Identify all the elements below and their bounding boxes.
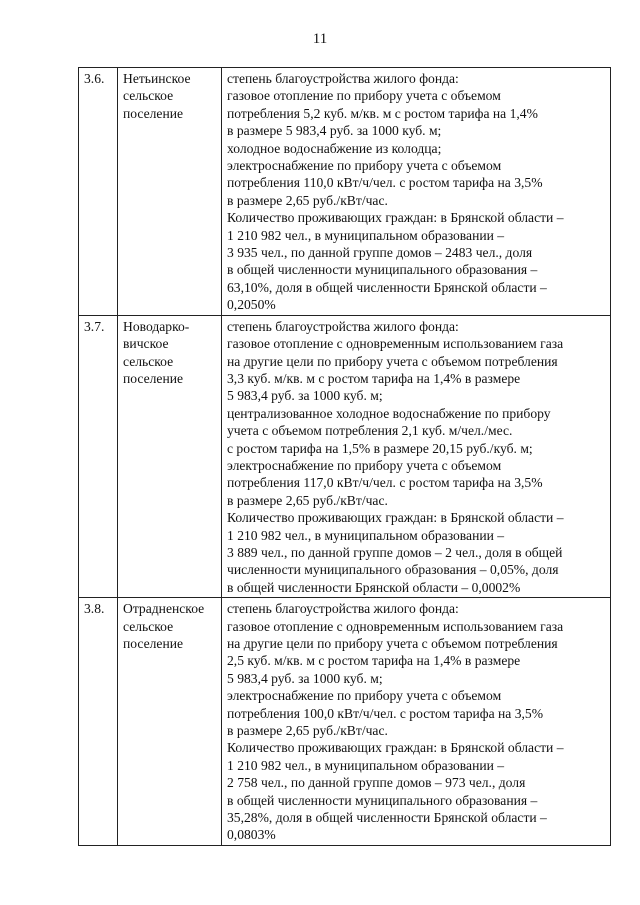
description-line: на другие цели по прибору учета с объемом потребления [227, 636, 558, 651]
description-line: централизованное холодное водоснабжение по прибору [227, 405, 551, 421]
description-line: 1 210 982 чел., в муниципальном образовании – [227, 227, 505, 243]
settlement-name-line: Отрадненское [123, 601, 205, 617]
settlement-description [222, 315, 611, 598]
description-line: в общей численности муниципального образования – [227, 262, 538, 278]
description-line: на другие цели по прибору учета с объемом потребления [227, 353, 558, 369]
description-line: 0,2050% [227, 297, 276, 313]
settlement-name [118, 598, 222, 846]
settlement-name-line: Нетьинское [123, 71, 191, 86]
description-line: в общей численности муниципального образования – [227, 792, 538, 808]
settlement-name-line: поселение [123, 370, 184, 386]
settlement-description [222, 68, 611, 316]
settlement-name-line: сельское [123, 88, 174, 104]
description-line: 35,28%, доля в общей численности Брянской области – [227, 810, 547, 826]
description-line: электроснабжение по прибору учета с объемом [227, 688, 502, 704]
description-line: 2,5 куб. м/кв. м с ростом тарифа на 1,4% в размере [227, 653, 521, 669]
description-line: электроснабжение по прибору учета с объемом [227, 158, 502, 174]
description-line: в общей численности Брянской области – 0,0002% [227, 579, 521, 595]
description-line: электроснабжение по прибору учета с объемом [227, 457, 502, 473]
description-line: 5 983,4 руб. за 1000 куб. м; [227, 388, 383, 404]
description-line: с ростом тарифа на 1,5% в размере 20,15 руб./куб. м; [227, 440, 533, 456]
description-line: учета с объемом потребления 2,1 куб. м/чел./мес. [227, 423, 513, 439]
description-line: 2 758 чел., по данной группе домов – 973 чел., доля [227, 775, 526, 791]
description-line: в размере 2,65 руб./кВт/час. [227, 723, 388, 739]
description-line: потребления 100,0 кВт/ч/чел. с ростом тарифа на 3,5% [227, 705, 544, 721]
row-number: 3.7. [79, 315, 118, 598]
description-line: холодное водоснабжение из колодца; [227, 140, 442, 156]
table-row [79, 598, 611, 846]
description-line: потребления 110,0 кВт/ч/чел. с ростом тарифа на 3,5% [227, 175, 543, 191]
settlement-name-line: Новодарко- [123, 318, 190, 334]
description-line: 3 935 чел., по данной группе домов – 2483 чел., доля [227, 245, 533, 261]
description-line: 63,10%, доля в общей численности Брянской области – [227, 279, 547, 295]
tariff-table [78, 67, 611, 846]
settlement-name-line: вичское [123, 336, 169, 352]
description-line: 0,0803% [227, 827, 276, 843]
description-line: Количество проживающих граждан: в Брянской области – [227, 510, 564, 526]
row-number: 3.8. [79, 598, 118, 846]
settlement-name-line: поселение [123, 636, 184, 651]
description-line: степень благоустройства жилого фонда: [227, 318, 459, 334]
description-line: 5 983,4 руб. за 1000 куб. м; [227, 670, 383, 686]
row-number: 3.6. [79, 68, 118, 316]
description-line: 3 889 чел., по данной группе домов – 2 чел., доля в общей [227, 544, 563, 560]
description-line: 3,3 куб. м/кв. м с ростом тарифа на 1,4% в размере [227, 370, 521, 386]
description-line: газовое отопление с одновременным использованием газа [227, 336, 564, 352]
description-line: потребления 117,0 кВт/ч/чел. с ростом тарифа на 3,5% [227, 475, 543, 491]
description-line: 1 210 982 чел., в муниципальном образовании – [227, 757, 505, 773]
settlement-name-line: сельское [123, 618, 174, 634]
settlement-name [118, 315, 222, 598]
table-row [79, 315, 611, 598]
description-line: Количество проживающих граждан: в Брянской области – [227, 210, 564, 226]
page-number: 11 [312, 31, 328, 47]
settlement-description [222, 598, 611, 846]
settlement-name-line: сельское [123, 353, 174, 369]
description-line: в размере 2,65 руб./кВт/час. [227, 492, 388, 508]
description-line: Количество проживающих граждан: в Брянской области – [227, 740, 564, 756]
description-line: газовое отопление по прибору учета с объемом [227, 88, 501, 104]
description-line: численности муниципального образования – 0,05%, доля [227, 562, 559, 578]
settlement-name [118, 68, 222, 316]
table-row [79, 68, 611, 316]
description-line: 1 210 982 чел., в муниципальном образовании – [227, 527, 505, 543]
description-line: в размере 2,65 руб./кВт/час. [227, 192, 388, 208]
settlement-name-line: поселение [123, 105, 184, 121]
table-body [79, 68, 611, 846]
description-line: в размере 5 983,4 руб. за 1000 куб. м; [227, 123, 442, 139]
description-line: степень благоустройства жилого фонда: [227, 71, 459, 86]
description-line: потребления 5,2 куб. м/кв. м с ростом тарифа на 1,4% [227, 105, 538, 121]
description-line: степень благоустройства жилого фонда: [227, 601, 459, 617]
description-line: газовое отопление с одновременным использованием газа [227, 618, 564, 634]
